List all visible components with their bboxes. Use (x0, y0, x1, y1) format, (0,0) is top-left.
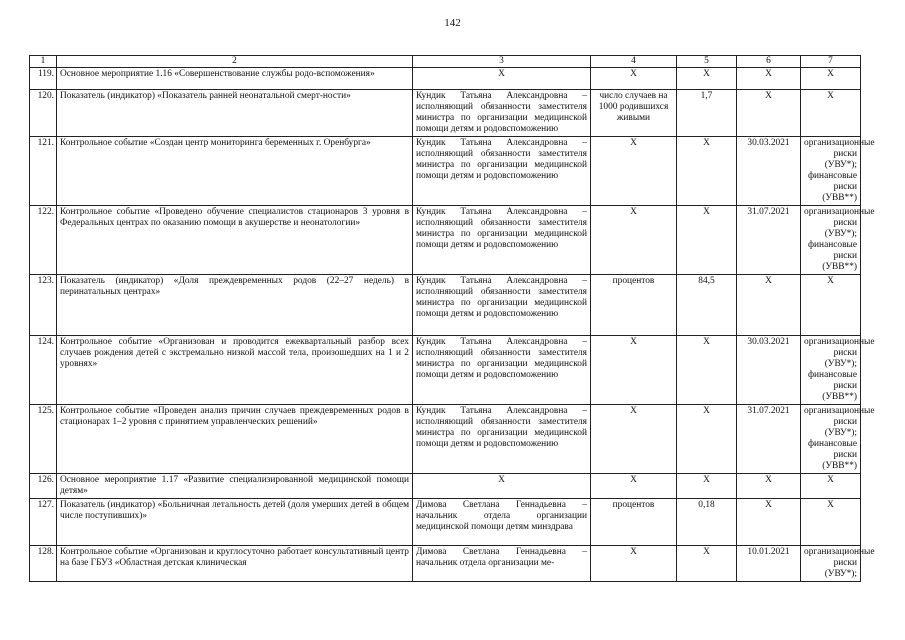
row-value: Х (677, 68, 737, 90)
row-risk: Х (801, 68, 861, 90)
row-date: 31.07.2021 (737, 405, 801, 474)
row-responsible: Димова Светлана Геннадьевна – начальник отдела организации медицинской помощи детям минздрава (413, 499, 591, 546)
table-row (30, 474, 861, 499)
row-risk: организационные риски (УВУ*); (801, 546, 861, 582)
row-value: 84,5 (677, 275, 737, 336)
row-number: 121. (30, 137, 57, 206)
table-row (30, 336, 861, 405)
row-value: 1,7 (677, 90, 737, 137)
row-description: Контрольное событие «Создан центр мониторинга беременных г. Оренбурга» (57, 137, 413, 206)
header-cell: 3 (413, 56, 591, 68)
row-responsible: Кундик Татьяна Александровна – исполняющий обязанности заместителя министра по организации медицинской помощи детям и родовспоможению (413, 137, 591, 206)
row-unit: Х (591, 405, 677, 474)
row-value: Х (677, 474, 737, 499)
header-row (30, 56, 861, 68)
table-row (30, 137, 861, 206)
row-date: Х (737, 499, 801, 546)
row-value: Х (677, 546, 737, 582)
header-cell: 7 (801, 56, 861, 68)
row-number: 128. (30, 546, 57, 582)
row-risk: организационные риски (УВУ*); финансовые риски (УВВ**) (801, 206, 861, 275)
header-cell: 6 (737, 56, 801, 68)
row-date: Х (737, 474, 801, 499)
row-number: 127. (30, 499, 57, 546)
table-row (30, 405, 861, 474)
row-date: Х (737, 275, 801, 336)
table-row (30, 546, 861, 582)
table-row (30, 90, 861, 137)
row-description: Показатель (индикатор) «Доля преждевременных родов (22–27 недель) в перинатальных центрах» (57, 275, 413, 336)
header-cell: 4 (591, 56, 677, 68)
row-date: 10.01.2021 (737, 546, 801, 582)
header-cell: 5 (677, 56, 737, 68)
row-risk: организационные риски (УВУ*); финансовые риски (УВВ**) (801, 405, 861, 474)
row-number: 122. (30, 206, 57, 275)
row-description: Контрольное событие «Проведен анализ причин случаев преждевременных родов в стационарах 1–2 уровня с принятием управленческих решений» (57, 405, 413, 474)
row-unit: Х (591, 336, 677, 405)
row-number: 124. (30, 336, 57, 405)
row-date: 31.07.2021 (737, 206, 801, 275)
page-number: 142 (444, 17, 461, 29)
row-description: Основное мероприятие 1.17 «Развитие специализированной медицинской помощи детям» (57, 474, 413, 499)
row-risk: организационные риски (УВУ*); финансовые риски (УВВ**) (801, 336, 861, 405)
row-unit: число случаев на 1000 родившихся живыми (591, 90, 677, 137)
measures-table (29, 55, 875, 582)
row-risk: Х (801, 474, 861, 499)
row-unit: Х (591, 68, 677, 90)
row-description: Контрольное событие «Проведено обучение специалистов стационаров 3 уровня в Федеральных центрах по оказанию помощи в акушерстве и неонатологии» (57, 206, 413, 275)
row-risk: Х (801, 499, 861, 546)
row-number: 120. (30, 90, 57, 137)
row-responsible: Кундик Татьяна Александровна – исполняющий обязанности заместителя министра по организации медицинской помощи детям и родовспоможению (413, 405, 591, 474)
table-row (30, 275, 861, 336)
row-unit: процентов (591, 499, 677, 546)
table-row (30, 206, 861, 275)
table-row (30, 68, 861, 90)
header-cell: 2 (57, 56, 413, 68)
row-value: Х (677, 405, 737, 474)
row-description: Контрольное событие «Организован и круглосуточно работает консультативный центр на базе ГБУЗ «Областная детская клиническая (57, 546, 413, 582)
row-unit: процентов (591, 275, 677, 336)
row-responsible: Кундик Татьяна Александровна – исполняющий обязанности заместителя министра по организации медицинской помощи детям и родовспоможению (413, 275, 591, 336)
row-responsible: Кундик Татьяна Александровна – исполняющий обязанности заместителя министра по организации медицинской помощи детям и родовспоможению (413, 206, 591, 275)
row-value: 0,18 (677, 499, 737, 546)
row-unit: Х (591, 474, 677, 499)
row-unit: Х (591, 206, 677, 275)
row-date: 30.03.2021 (737, 336, 801, 405)
row-description: Основное мероприятие 1.16 «Совершенствование службы родо-вспоможения» (57, 68, 413, 90)
row-description: Контрольное событие «Организован и проводится ежеквартальный разбор всех случаев рождения детей с экстремально низкой массой тела, произошедших на 1 и 2 уровнях» (57, 336, 413, 405)
row-responsible: Кундик Татьяна Александровна – исполняющий обязанности заместителя министра по организации медицинской помощи детям и родовспоможению (413, 336, 591, 405)
row-description: Показатель (индикатор) «Больничная летальность детей (доля умерших детей в общем числе поступивших)» (57, 499, 413, 546)
row-value: Х (677, 206, 737, 275)
row-description: Показатель (индикатор) «Показатель ранней неонатальной смерт-ности» (57, 90, 413, 137)
row-risk: Х (801, 90, 861, 137)
row-risk: организационные риски (УВУ*); финансовые риски (УВВ**) (801, 137, 861, 206)
row-responsible: Х (413, 68, 591, 90)
row-unit: Х (591, 546, 677, 582)
header-cell: 1 (30, 56, 57, 68)
row-value: Х (677, 336, 737, 405)
row-number: 126. (30, 474, 57, 499)
table-row (30, 499, 861, 546)
row-date: 30.03.2021 (737, 137, 801, 206)
row-risk: Х (801, 275, 861, 336)
row-value: Х (677, 137, 737, 206)
row-responsible: Кундик Татьяна Александровна – исполняющий обязанности заместителя министра по организации медицинской помощи детям и родовспоможению (413, 90, 591, 137)
row-date: Х (737, 68, 801, 90)
row-responsible: Димова Светлана Геннадьевна – начальник отдела организации ме- (413, 546, 591, 582)
row-responsible: Х (413, 474, 591, 499)
row-number: 123. (30, 275, 57, 336)
row-number: 125. (30, 405, 57, 474)
row-number: 119. (30, 68, 57, 90)
row-date: Х (737, 90, 801, 137)
row-unit: Х (591, 137, 677, 206)
